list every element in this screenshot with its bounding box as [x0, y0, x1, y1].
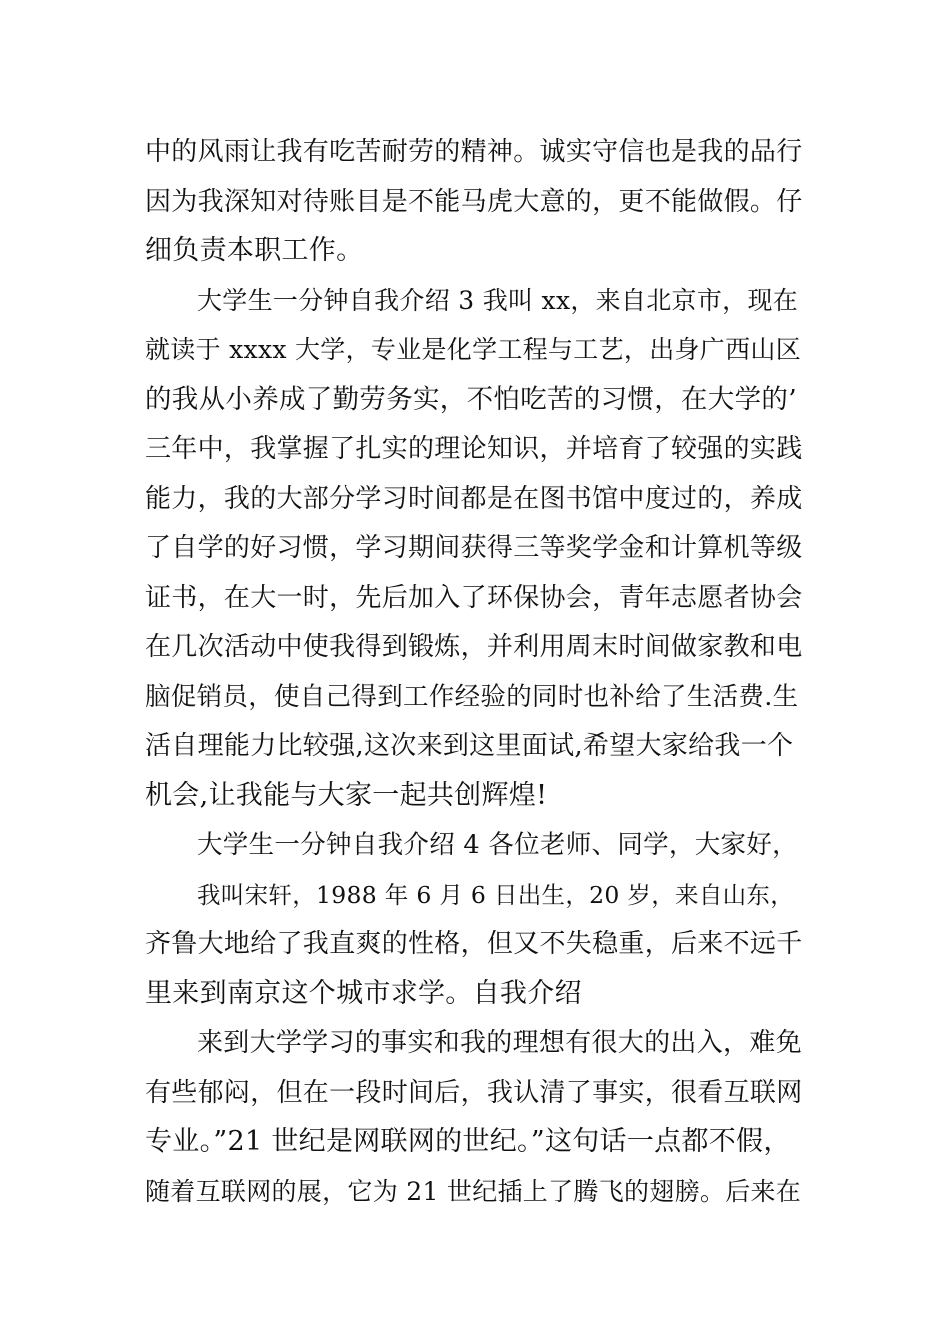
text-line: 细负责本职工作。 — [145, 235, 364, 266]
text-line: 活自理能力比较强,这次来到这里面试,希望大家给我一个 — [145, 731, 794, 761]
paragraph-start-line: 大学生一分钟自我介绍 4 各位老师、同学，大家好， — [197, 830, 798, 860]
text-line: 在几次活动中使我得到锻炼，并利用周末时间做家教和电 — [145, 632, 803, 662]
text-line: 因为我深知对待账目是不能马虎大意的，更不能做假。仔 — [145, 187, 803, 217]
text-line: 脑促销员，使自己得到工作经验的同时也补给了生活费.生 — [145, 682, 799, 712]
text-line: 机会,让我能与大家一起共创辉煌! — [145, 780, 548, 811]
text-line: 专业。”21 世纪是网联网的世纪。”这句话一点都不假， — [145, 1126, 791, 1157]
paragraph-start-line: 来到大学学习的事实和我的理想有很大的出入，难免 — [197, 1028, 802, 1058]
text-line: 随着互联网的展，它为 21 世纪插上了腾飞的翅膀。后来在 — [145, 1177, 802, 1206]
text-line: 齐鲁大地给了我直爽的性格，但又不失稳重，后来不远千 — [145, 929, 803, 959]
text-line: 三年中，我掌握了扎实的理论知识，并培育了较强的实践 — [145, 434, 803, 464]
text-line: 了自学的好习惯，学习期间获得三等奖学金和计算机等级 — [145, 533, 803, 563]
text-line: 中的风雨让我有吃苦耐劳的精神。诚实守信也是我的品行 — [145, 137, 803, 167]
text-line: 有些郁闷，但在一段时间后，我认清了事实，很看互联网 — [145, 1078, 803, 1108]
text-line: 里来到南京这个城市求学。自我介绍 — [145, 978, 582, 1009]
text-line: 证书，在大一时，先后加入了环保协会，青年志愿者协会 — [145, 583, 803, 613]
text-line: 就读于 xxxx 大学，专业是化学工程与工艺，出身广西山区 — [145, 335, 801, 364]
paragraph-start-line: 我叫宋轩，1988 年 6 月 6 日出生，20 岁，来自山东， — [197, 881, 795, 909]
text-line: 的我从小养成了勤劳务实，不怕吃苦的习惯，在大学的’ — [145, 384, 797, 415]
paragraph-start-line: 大学生一分钟自我介绍 3 我叫 xx，来自北京市，现在 — [197, 286, 799, 315]
text-line: 能力，我的大部分学习时间都是在图书馆中度过的，养成 — [145, 484, 803, 514]
